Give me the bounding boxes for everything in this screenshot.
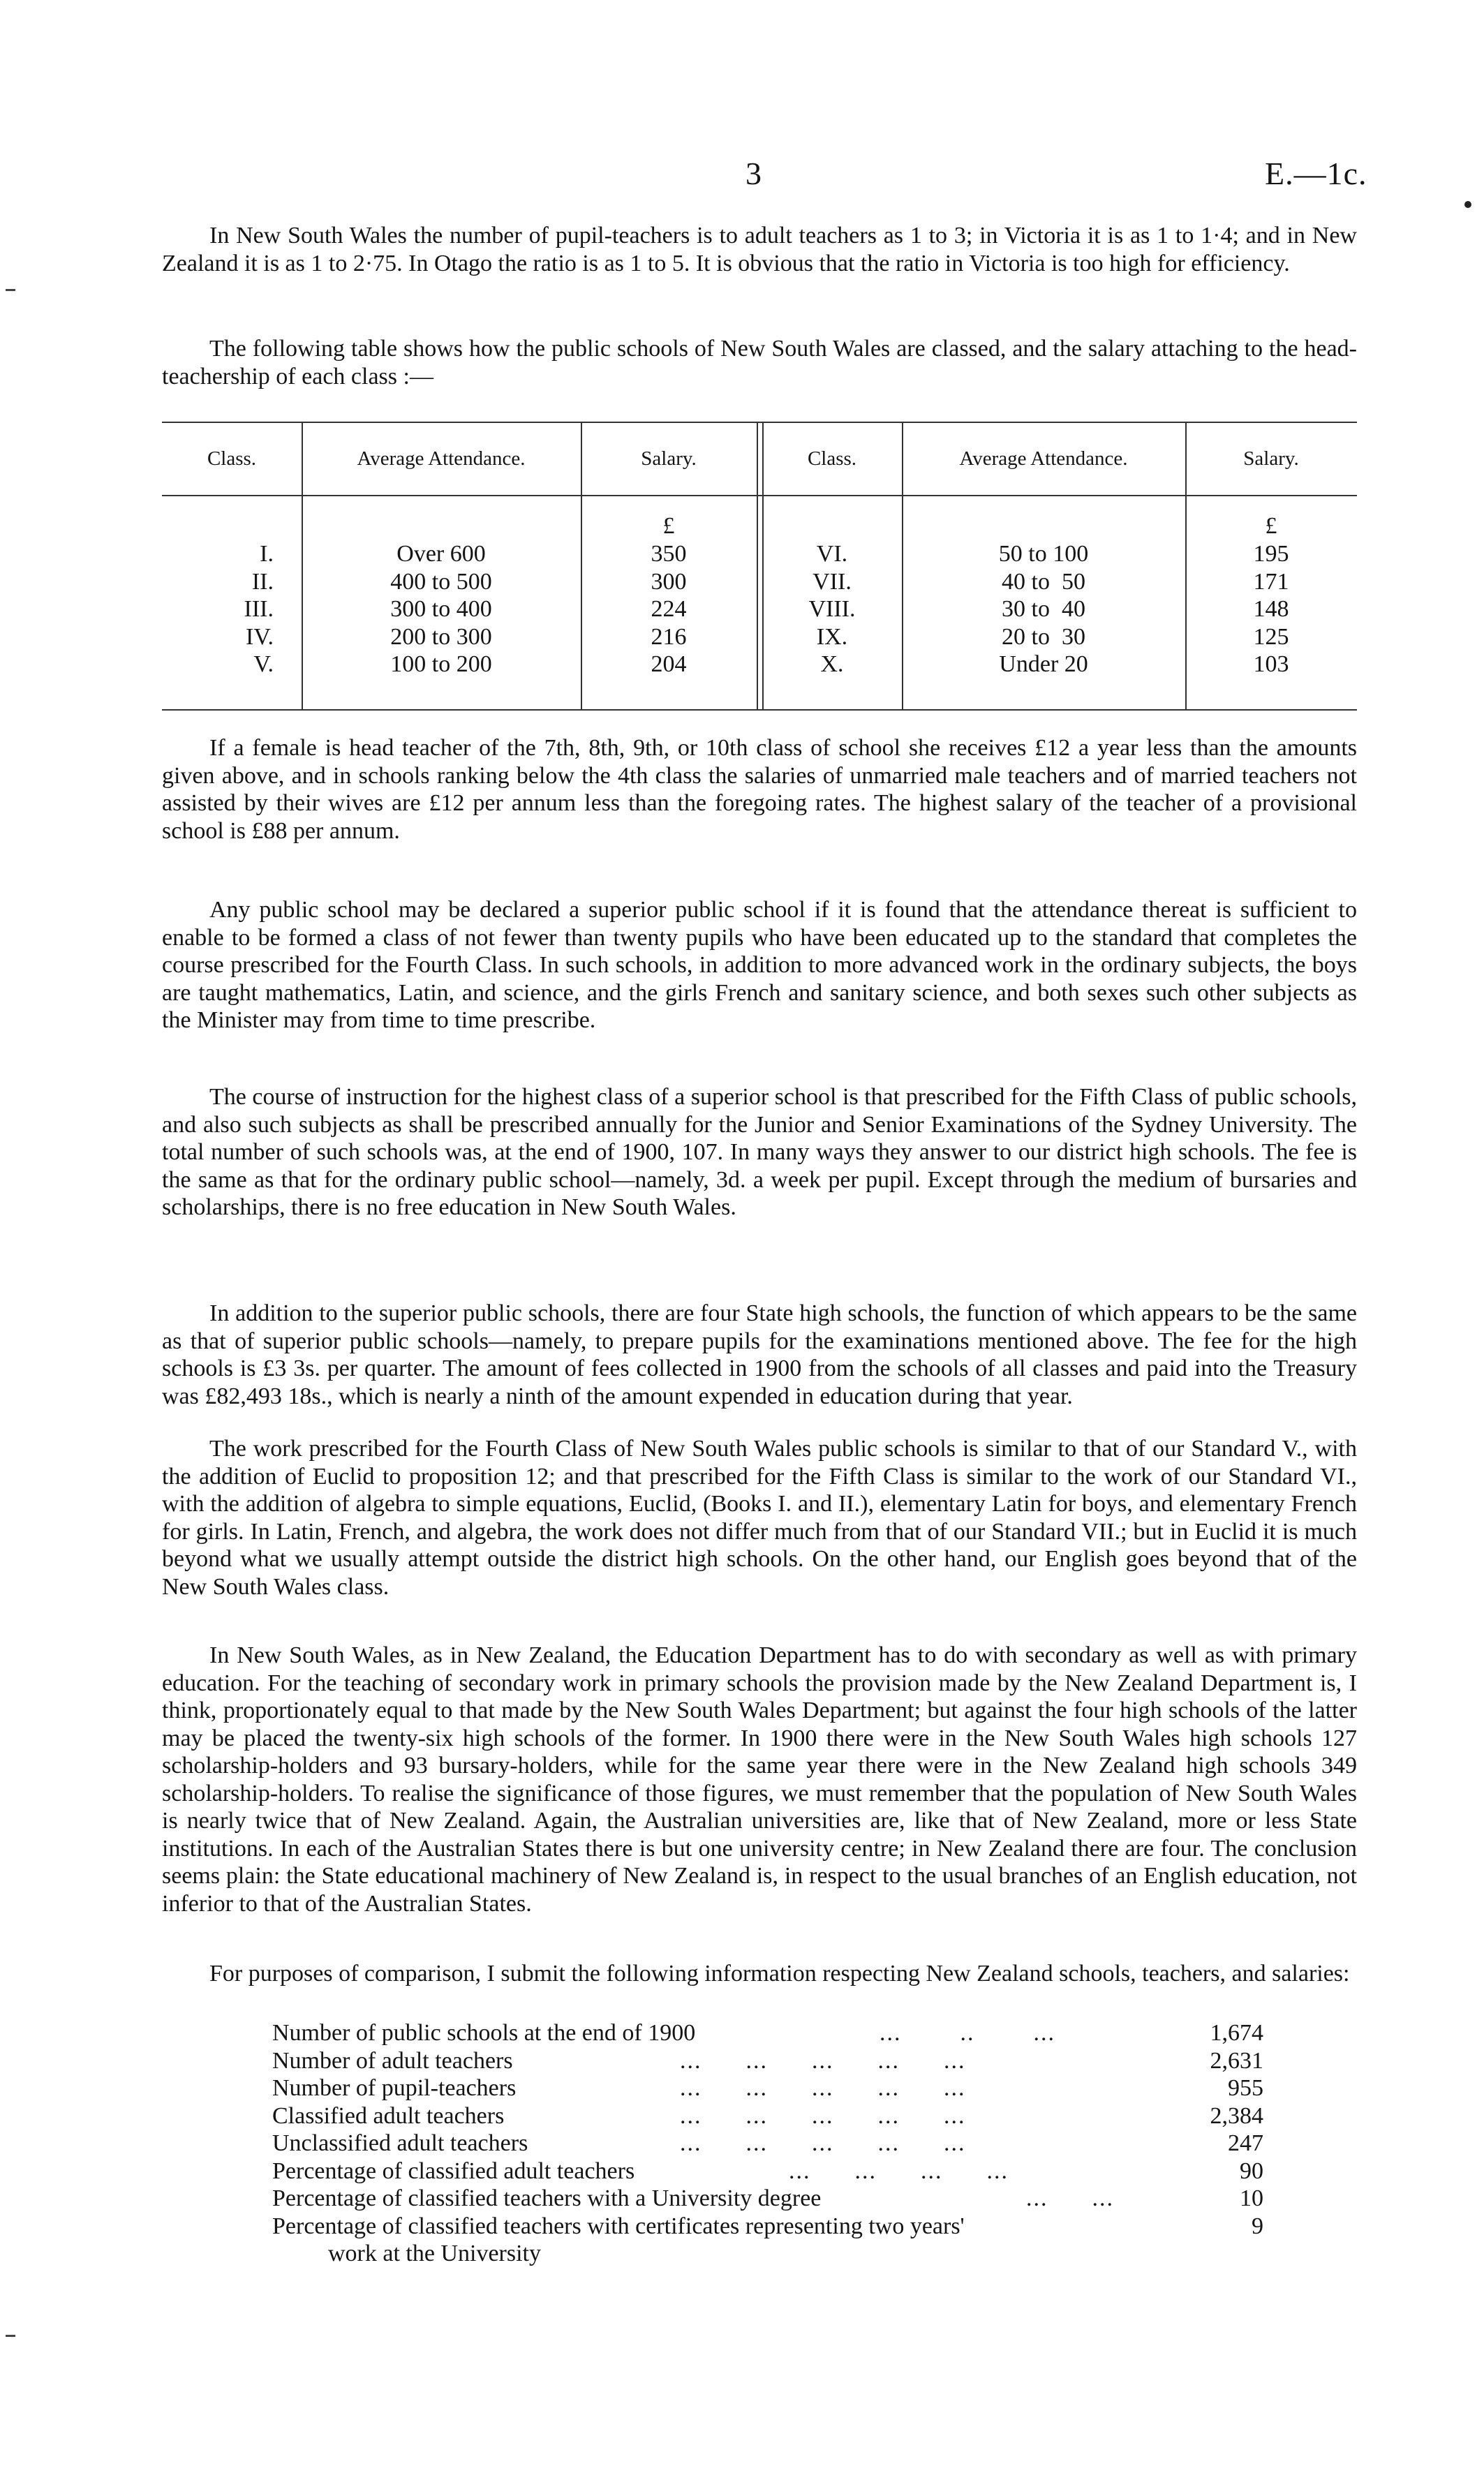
- paragraph-female-teachers: If a female is head teacher of the 7th, 8th, 9th, or 10th class of school she receives £12 a year less than the amounts given above, and in schools ranking below the 4th class the salaries of unmarried male teachers and of married teachers not assisted by their wives are £12 per annum less than the foregoing rates. The highest salary of the teacher of a provisional school is £88 per annum.: [162, 735, 1357, 844]
- margin-mark: [6, 2335, 15, 2337]
- page-number: 3: [745, 156, 762, 191]
- paragraph-state-high-schools: In addition to the superior public schools, there are four State high schools, the function of which appears to be the same as that of superior public schools—namely, to prepare pupils for the examinations mentioned above. The fee for the high schools is £3 3s. per quarter. The amount of fees collected in 1900 from the schools of all classes and paid into the Treasury was £82,493 18s., which is nearly a ninth of the amount expended in education during that year.: [162, 1300, 1357, 1409]
- table-class-column-right: VI. VII. VIII. IX. X.: [808, 541, 856, 677]
- leader-dots: ... ...: [1026, 2185, 1114, 2211]
- table-header-attendance: Average Attendance.: [959, 447, 1128, 470]
- table-salary-column-left: 350 300 224 216 204: [651, 541, 687, 677]
- table-header-class: Class.: [207, 447, 257, 470]
- table-header-salary: Salary.: [1243, 447, 1299, 470]
- document-reference: E.—1c.: [1265, 156, 1367, 191]
- list-item: Classified adult teachers ... ... ... ... ... 2,384: [272, 2102, 1263, 2129]
- table-header-class: Class.: [807, 447, 857, 470]
- paragraph-superior-schools: Any public school may be declared a superior public school if it is found that the attendance thereat is sufficient to enable to be formed a class of not fewer than twenty pupils who have been educated up to the standard that completes the course prescribed for the Fourth Class. In such schools, in addition to more advanced work in the ordinary subjects, the boys are taught mathematics, Latin, and science, and the girls French and sanitary science, and both sexes such other subjects as the Minister may from time to time prescribe.: [162, 897, 1357, 1033]
- paragraph-pupil-teacher-ratio: In New South Wales the number of pupil-teachers is to adult teachers as 1 to 3; in Victoria it is as 1 to 1·4; and in New Zealand it is as 1 to 2·75. In Otago the ratio is as 1 to 5. It is obvious that the ratio in Victoria is too high for efficiency.: [162, 223, 1357, 276]
- margin-mark: [6, 289, 15, 291]
- paragraph-table-intro: The following table shows how the public schools of New South Wales are classed, and the salary attaching to the head-teachership of each class :—: [162, 336, 1357, 389]
- currency-symbol: £: [662, 513, 675, 539]
- table-header-attendance: Average Attendance.: [357, 447, 526, 470]
- nz-statistics-list: [272, 2019, 1263, 2268]
- table-attendance-column-left: Over 600 400 to 500 300 to 400 200 to 300 100 to 200: [390, 541, 492, 677]
- list-item: Percentage of classified teachers with certificates representing two years' 9 work at the University: [272, 2213, 1263, 2266]
- leader-dots: ... ... ... ... ...: [680, 2130, 966, 2156]
- leader-dots: ... .. ...: [880, 2020, 1055, 2046]
- margin-dot: [1464, 201, 1471, 208]
- list-item: Percentage of classified adult teachers ... ... ... ... 90: [272, 2158, 1263, 2185]
- leader-dots: ... ... ... ...: [789, 2158, 1009, 2184]
- table-rule-header: [162, 495, 1357, 496]
- table-header-salary: Salary.: [641, 447, 697, 470]
- table-salary-column-right: 195 171 148 125 103: [1253, 541, 1289, 677]
- list-item: Percentage of classified teachers with a University degree ... ... 10: [272, 2185, 1263, 2211]
- leader-dots: ... ... ... ... ...: [680, 2047, 966, 2074]
- paragraph-fourth-class-work: The work prescribed for the Fourth Class of New South Wales public schools is similar to that of our Standard V., with the addition of Euclid to proposition 12; and that prescribed for the Fifth Class is similar to the work of our Standard VI., with the addition of algebra to simple equations, Euclid, (Books I. and II.), elementary Latin for boys, and elementary French for girls. In Latin, French, and algebra, the work does not differ much from that of our Standard VII.; but in Euclid it is much beyond what we usually attempt outside the district high schools. On the other hand, our English goes beyond that of the New South Wales class.: [162, 1436, 1357, 1600]
- currency-symbol: £: [1265, 513, 1277, 539]
- list-item: Number of public schools at the end of 1900 ... .. ... 1,674: [272, 2020, 1263, 2046]
- list-item: Unclassified adult teachers ... ... ... ... ... 247: [272, 2130, 1263, 2156]
- table-rule-bottom: [162, 709, 1357, 711]
- table-rule-top: [162, 422, 1357, 423]
- leader-dots: ... ... ... ... ...: [680, 2102, 966, 2129]
- list-item: Number of adult teachers ... ... ... ... ... 2,631: [272, 2047, 1263, 2074]
- paragraph-course-of-instruction: The course of instruction for the highest class of a superior school is that prescribed for the Fifth Class of public schools, and also such subjects as shall be prescribed annually for the Junior and Senior Examinations of the Sydney University. The total number of such schools was, at the end of 1900, 107. In many ways they answer to our district high schools. The fee is the same as that for the ordinary public school—namely, 3d. a week per pupil. Except through the medium of bursaries and scholarships, there is no free education in New South Wales.: [162, 1084, 1357, 1220]
- leader-dots: ... ... ... ... ...: [680, 2075, 966, 2101]
- paragraph-comparison-intro: For purposes of comparison, I submit the following information respecting New Zealand schools, teachers, and salaries:: [209, 1961, 1350, 1986]
- table-attendance-column-right: 50 to 100 40 to 50 30 to 40 20 to 30 Under 20: [998, 541, 1089, 677]
- paragraph-secondary-education: In New South Wales, as in New Zealand, the Education Department has to do with secondary as well as with primary education. For the teaching of secondary work in primary schools the provision made by the New Zealand Department is, I think, proportionately equal to that made by the New South Wales Department; but against the four high schools of the latter may be placed the twenty-six high schools of the former. In 1900 there were in the New South Wales high schools 127 scholarship-holders and 93 bursary-holders, while for the same year there were in the New Zealand high schools 349 scholarship-holders. To realise the significance of those figures, we must remember that the population of New South Wales is nearly twice that of New Zealand. Again, the Australian universities are, like that of New Zealand, more or less State institutions. In each of the Australian States there is but one university centre; in New Zealand there are four. The conclusion seems plain: the State educational machinery of New Zealand is, in respect to the usual branches of an English education, not inferior to that of the Australian States.: [162, 1642, 1357, 1917]
- table-column-divider: [757, 422, 758, 709]
- list-item: Number of pupil-teachers ... ... ... ... ... 955: [272, 2075, 1263, 2101]
- salary-table: [162, 416, 1357, 713]
- table-class-column-left: I. II. III. IV. V.: [244, 541, 274, 677]
